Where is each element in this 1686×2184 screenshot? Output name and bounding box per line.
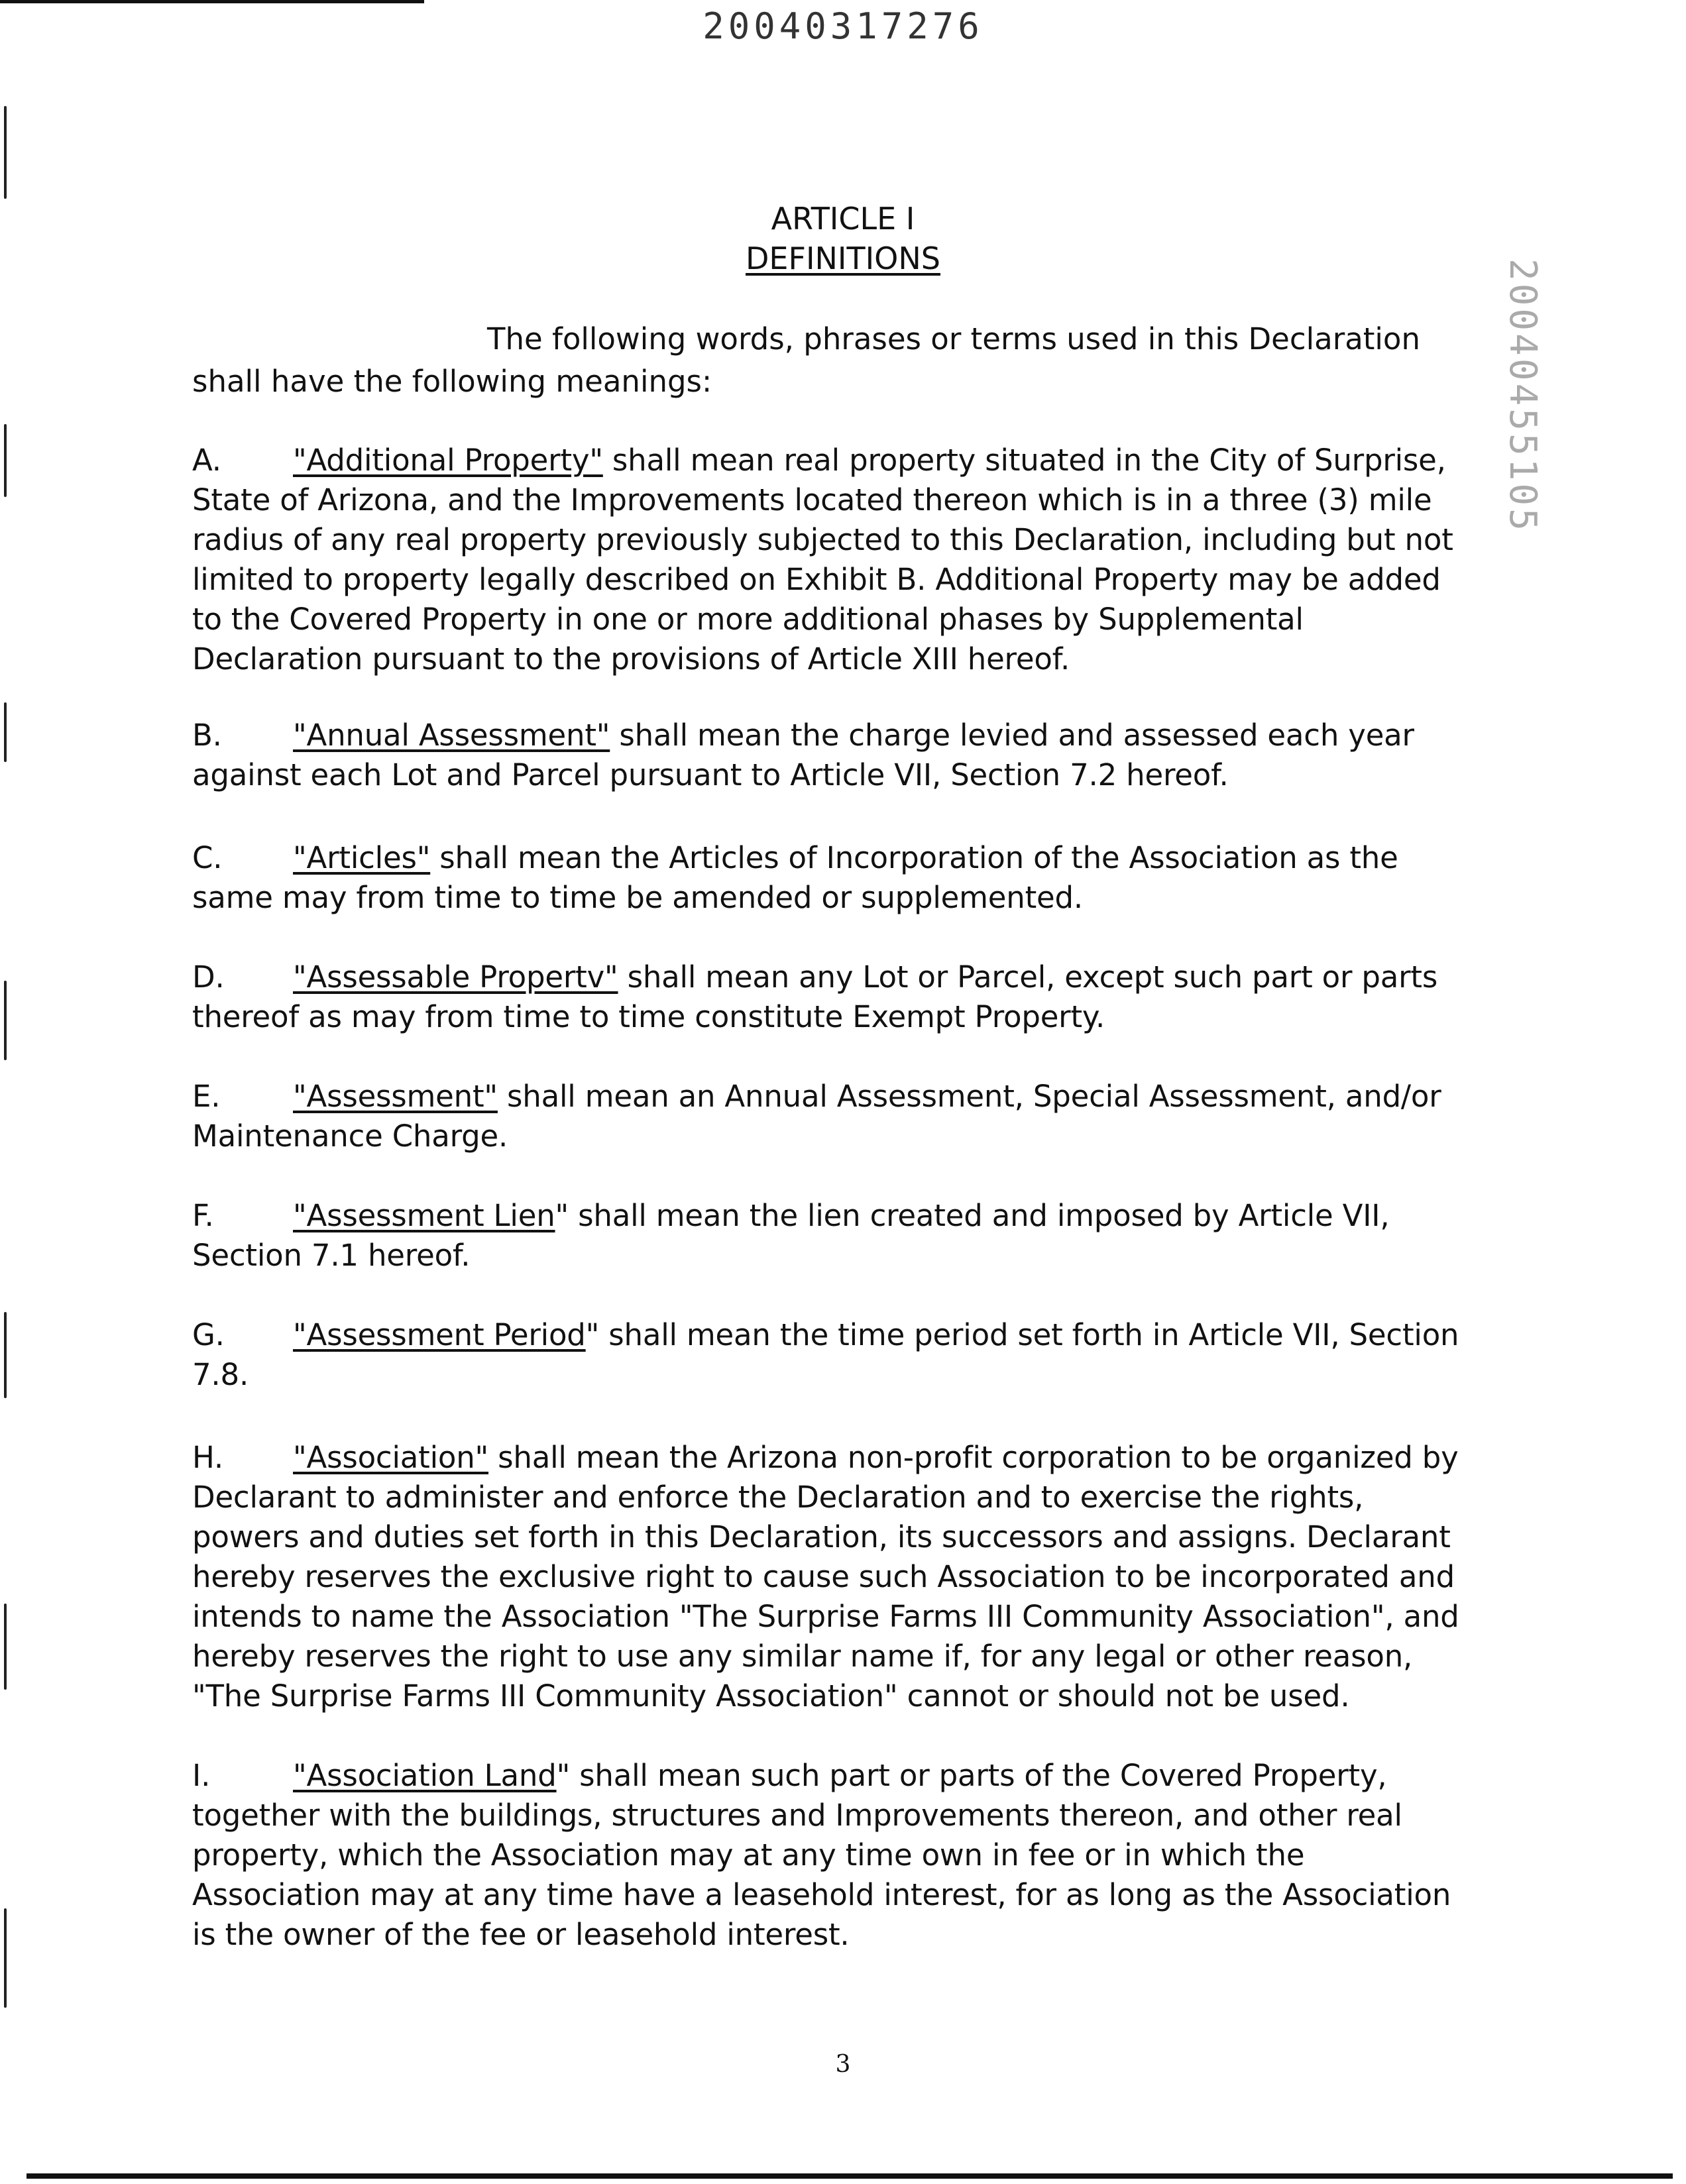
scan-edge-mark (4, 106, 7, 199)
definition-letter: D. (192, 959, 225, 995)
definition-term: "Association" (293, 1440, 489, 1475)
definition-term: "Assessment Lien (293, 1198, 555, 1233)
definition-letter: H. (192, 1440, 223, 1475)
definition-text: shall mean an Annual Assessment, Special Assessment, and/or Maintenance Charge. (192, 1079, 1441, 1154)
definition-text: shall mean the charge levied and assessed each year against each Lot and Parcel pursuant to Article VII, Section 7.2 hereof. (192, 718, 1414, 792)
definition-text: " shall mean the time period set forth in Article VII, Section 7.8. (192, 1317, 1459, 1392)
definition-term: "Additional Property" (293, 443, 603, 478)
definition-text: shall mean real property situated in the City of Surprise, State of Arizona, and the Improvements located thereon which is in a three (3) mile radius of any real property previously subjected to this Declaration, including but not limited to property legally described on Exhibit B. Additional Property may be added to the Covered Property in one or more additional phases by Supplemental Declaration pursuant to the provisions of Article XIII hereof. (192, 443, 1453, 677)
definition-item (192, 1315, 1471, 1395)
definition-letter: E. (192, 1079, 221, 1114)
scan-edge-mark (4, 702, 7, 762)
definition-letter: I. (192, 1758, 211, 1793)
scan-rule-top (0, 0, 424, 3)
scan-edge-mark (4, 424, 7, 497)
definition-item (192, 838, 1471, 918)
scan-edge-mark (4, 1312, 7, 1398)
definition-letter: C. (192, 840, 223, 875)
definition-text: shall mean the Articles of Incorporation of the Association as the same may from time to time be amended or supplemented. (192, 840, 1398, 915)
definition-item (192, 716, 1471, 795)
recording-number: 20040317276 (702, 5, 984, 47)
definition-letter: B. (192, 718, 222, 753)
definition-item (192, 1196, 1471, 1276)
page-number: 3 (835, 2051, 851, 2078)
article-heading (0, 199, 1686, 278)
intro-paragraph: The following words, phrases or terms used in this Declaration shall have the following meanings: (192, 321, 1420, 399)
scan-edge-mark (4, 1908, 7, 2008)
definition-letter: G. (192, 1317, 225, 1352)
definition-item (192, 1438, 1471, 1716)
article-title: DEFINITIONS (746, 241, 940, 276)
definition-term: "Annual Assessment" (293, 718, 610, 753)
definition-text: " shall mean such part or parts of the Covered Property, together with the buildings, structures and Improvements thereon, and other real property, which the Association may at any time own in fee or in which the Association may at any time have a leasehold interest, for as long as the Association is the owner of the fee or leasehold interest. (192, 1758, 1451, 1952)
definition-text: shall mean the Arizona non-profit corporation to be organized by Declarant to administer and enforce the Declaration and to exercise the rights, powers and duties set forth in this Declaration, its successors and assigns. Declarant hereby reserves the exclusive right to cause such Association to be incorporated and intends to name the Association "The Surprise Farms III Community Association", and hereby reserves the right to use any similar name if, for any legal or other reason, "The Surprise Farms III Community Association" cannot or should not be used. (192, 1440, 1459, 1714)
side-stamp: 20040455105 (1501, 258, 1544, 533)
definition-item (192, 441, 1471, 679)
definition-item (192, 957, 1471, 1037)
definition-letter: F. (192, 1198, 214, 1233)
definition-text: shall mean any Lot or Parcel, except such part or parts thereof as may from time to time constitute Exempt Property. (192, 959, 1438, 1034)
scan-edge-mark (4, 981, 7, 1060)
definition-term: "Articles" (293, 840, 431, 875)
definition-text: " shall mean the lien created and imposed by Article VII, Section 7.1 hereof. (192, 1198, 1390, 1273)
definition-item (192, 1077, 1471, 1156)
definition-term: "Assessable Propertv" (293, 959, 618, 995)
definition-letter: A. (192, 443, 221, 478)
article-number: ARTICLE I (771, 201, 915, 237)
definition-term: "Assessment Period (293, 1317, 586, 1352)
scan-edge-mark (4, 1604, 7, 1690)
definition-term: "Association Land (293, 1758, 557, 1793)
scan-rule-bottom (27, 2173, 1673, 2179)
definition-item (192, 1756, 1471, 1955)
definition-term: "Assessment" (293, 1079, 498, 1114)
